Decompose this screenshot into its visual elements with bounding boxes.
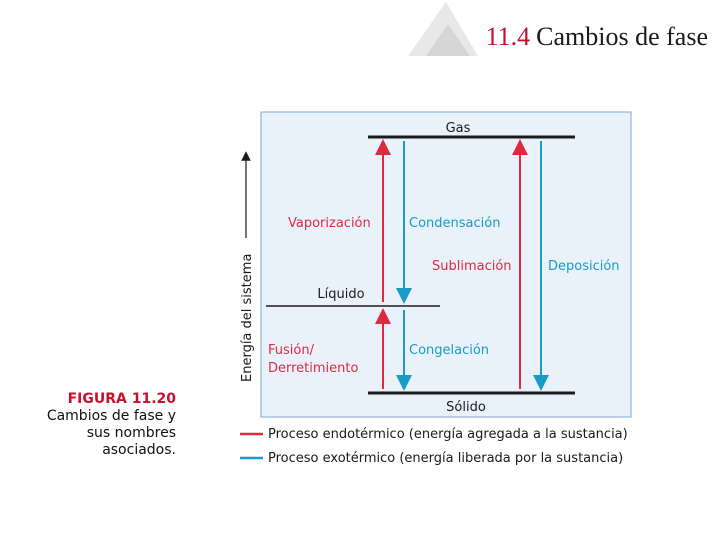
fusion-label-line1: Fusión/ [268,343,314,358]
energy-axis-label: Energía del sistema [240,253,255,382]
legend-endothermic-label: Proceso endotérmico (energía agregada a la sustancia) [268,427,628,442]
solid-label: Sólido [446,400,486,415]
section-number: 11.4 [485,22,531,51]
fusion-label-line2: Derretimiento [268,361,359,376]
legend-exothermic-label: Proceso exotérmico (energía liberada por la sustancia) [268,451,624,466]
liquid-label: Líquido [317,287,365,302]
deposition-label: Deposición [548,259,620,274]
vaporization-label: Vaporización [288,216,371,231]
sublimation-label: Sublimación [432,259,512,274]
figure-label: FIGURA 11.20 [67,391,176,407]
condensation-label: Condensación [409,216,501,231]
gas-label: Gas [445,121,471,136]
figure-caption-text: Cambios de fase y sus nombres asociados. [46,408,176,458]
section-title: Cambios de fase [536,22,708,51]
freezing-label: Congelación [409,343,490,358]
figure-caption [20,391,176,459]
